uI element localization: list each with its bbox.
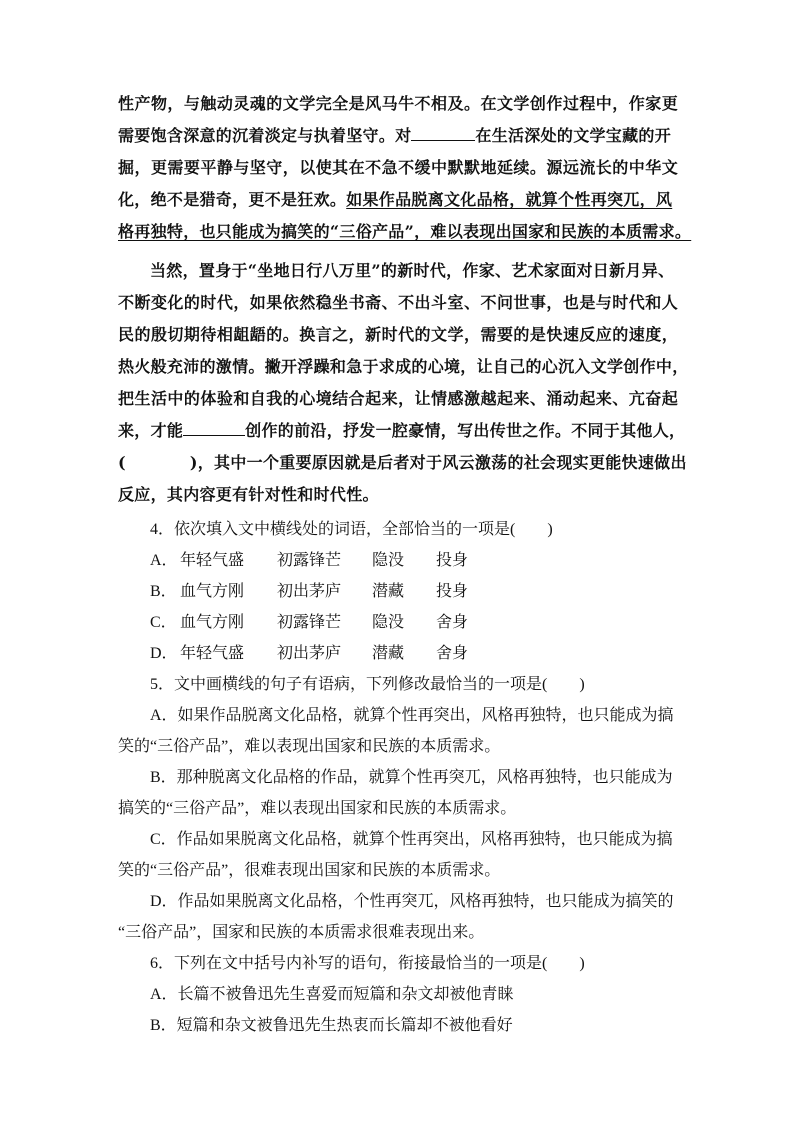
passage-line: ( )，其中一个重要原因就是后者对于风云激荡的社会现实更能快速做出 [118, 453, 687, 472]
underlined-sentence: 如果作品脱离文化品格，就算个性再突兀，风 [346, 190, 673, 209]
q5-option-a[interactable]: A．如果作品脱离文化品格，就算个性再突出，风格再独特，也只能成为搞 [150, 707, 674, 724]
question-6-stem: 6．下列在文中括号内补写的语句，衔接最恰当的一项是( ) [150, 955, 585, 972]
q5-option-d-cont: “三俗产品”，国家和民族的本质需求很难表现出来。 [118, 924, 485, 941]
passage-line: 反应，其内容更有针对性和时代性。 [118, 485, 379, 504]
passage-line: 来，才能 创作的前沿，抒发一腔豪情，写出传世之作。不同于其他人， [118, 415, 678, 447]
q5-option-c[interactable]: C．作品如果脱离文化品格，就算个性再突出，风格再独特，也只能成为搞 [150, 831, 673, 848]
question-4-stem: 4．依次填入文中横线处的词语，全部恰当的一项是( ) [150, 521, 553, 538]
passage-line: 民的殷切期待相龃龉的。换言之，新时代的文学，需要的是快速反应的速度， [118, 325, 678, 344]
q5-option-b[interactable]: B．那种脱离文化品格的作品，就算个性再突兀，风格再独特，也只能成为 [150, 769, 673, 786]
passage-line: 不断变化的时代，如果依然稳坐书斋、不出斗室、不问世事，也是与时代和人 [118, 293, 678, 312]
q5-option-a-cont: 笑的“三俗产品”，难以表现出国家和民族的本质需求。 [118, 738, 501, 755]
q5-option-b-cont: 搞笑的“三俗产品”，难以表现出国家和民族的本质需求。 [118, 800, 517, 817]
passage-line: 性产物，与触动灵魂的文学完全是风马牛不相及。在文学创作过程中，作家更 [118, 94, 678, 113]
document-page: 性产物，与触动灵魂的文学完全是风马牛不相及。在文学创作过程中，作家更 需要饱含深意的沉着淡定与执着坚守。对 在生活深处的文学宝藏的开 掘，更需要平静与坚守，以使其在不急不缓中默默地延续。源远流长的中华文 化，绝不是猎奇，更不是狂欢。如果作品脱离文化品格，就算个性再突兀，风 格再独特，也只能成为搞笑的“三俗产品”，难以表现出国家和民族的本质需求。 当然，置身于“坐地日行八万里”的新时代，作家、艺术家面对日新月异、 不断变化的时代，如果依然稳坐书斋、不出斗室、不问世事，也是与时代和人 民的殷切期待相龃龉的。换言之，新时代的文学，需要的是快速反应的速度， 热火般充沛的激情。撇开浮躁和急于求成的心境，让自己的心沉入文学创作中， 把生活中的体验和自我的心境结合起来，让情感激越起来、涌动起来、亢奋起 来，才能 创作的前沿，抒发一腔豪情，写出传世之作。不同于其他人， ( )，其中一个重要原因就是后者对于风云激荡的社会现实更能快速做出 反应，其内容更有针对性和时代性。 4．依次填入文中横线处的词语，全部恰当的一项是( ) A． 年轻气盛 初露锋芒 隐没 投身 B． 血气方刚 初出茅庐 潜藏 投身 C． 血气方刚 初露锋芒 隐没 舍身 D． 年轻气盛 初出茅庐 潜藏 舍身 5．文中画横线的句子有语病，下列修改最恰当的一项是( ) A．如果作品脱离文化品格，就算个性再突出，风格再独特，也只能成为搞 笑的“三俗产品”，难以表现出国家和民族的本质需求。 B．那种脱离文化品格的作品，就算个性再突兀，风格再独特，也只能成为 搞笑的“三俗产品”，难以表现出国家和民族的本质需求。 C．作品如果脱离文化品格，就算个性再突出，风格再独特，也只能成为搞 笑的“三俗产品”，很难表现出国家和民族的本质需求。 D．作品如果脱离文化品格，个性再突兀，风格再独特，也只能成为搞笑的 “三俗产品”，国家和民族的本质需求很难表现出来。 6．下列在文中括号内补写的语句，衔接最恰当的一项是( ) A．长篇不被鲁迅先生喜爱而短篇和杂文却被他青睐 B．短篇和杂文被鲁迅先生热衷而长篇却不被他看好 [0, 0, 794, 1123]
fill-blank [183, 417, 245, 436]
passage-line: 把生活中的体验和自我的心境结合起来，让情感激越起来、涌动起来、亢奋起 [118, 389, 678, 408]
passage-line: 热火般充沛的激情。撇开浮躁和急于求成的心境，让自己的心沉入文学创作中， [118, 357, 689, 376]
fill-blank [411, 122, 475, 141]
q6-option-a[interactable]: A．长篇不被鲁迅先生喜爱而短篇和杂文却被他青睐 [150, 986, 514, 1003]
passage-line: 需要饱含深意的沉着淡定与执着坚守。对 在生活深处的文学宝藏的开 [118, 120, 678, 152]
underlined-sentence: 格再独特，也只能成为搞笑的“三俗产品”，难以表现出国家和民族的本质需求。 [118, 222, 692, 241]
q5-option-c-cont: 笑的“三俗产品”，很难表现出国家和民族的本质需求。 [118, 862, 501, 879]
passage-line: 掘，更需要平静与坚守，以使其在不急不缓中默默地延续。源远流长的中华文 [118, 158, 678, 177]
q5-option-d[interactable]: D．作品如果脱离文化品格，个性再突兀，风格再独特，也只能成为搞笑的 [150, 893, 674, 910]
passage-line: 化，绝不是猎奇，更不是狂欢。如果作品脱离文化品格，就算个性再突兀，风 [118, 190, 673, 209]
passage-line: 当然，置身于“坐地日行八万里”的新时代，作家、艺术家面对日新月异、 [150, 261, 675, 280]
q6-option-b[interactable]: B．短篇和杂文被鲁迅先生热衷而长篇却不被他看好 [150, 1017, 513, 1034]
question-5-stem: 5．文中画横线的句子有语病，下列修改最恰当的一项是( ) [150, 676, 585, 693]
